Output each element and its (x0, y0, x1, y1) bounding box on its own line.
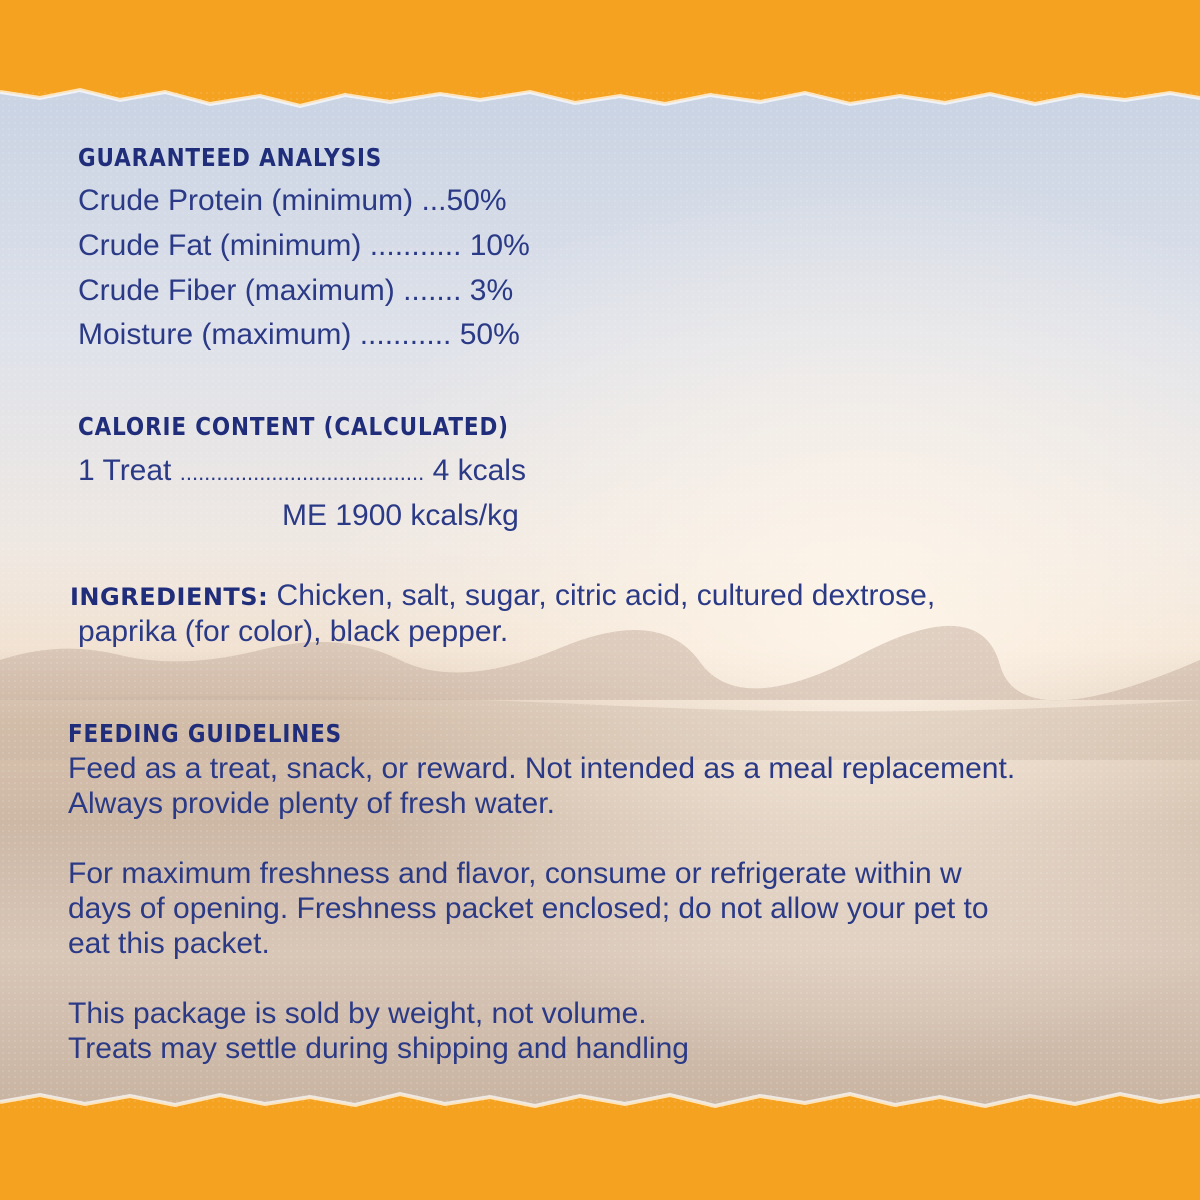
leader-dots: ........................................ (179, 460, 425, 485)
analysis-label: Crude Fiber (maximum) (78, 274, 395, 307)
calorie-content-heading: CALORIE CONTENT (CALCULATED) (78, 412, 509, 441)
feeding-text-line: days of opening. Freshness packet enclosed; do not allow your pet to (68, 892, 989, 925)
leader-dots: ........... (369, 229, 462, 262)
me-value: ME 1900 kcals/kg (282, 499, 519, 532)
ingredients-line-2: paprika (for color), black pepper. (78, 615, 509, 648)
analysis-value: 3% (469, 274, 514, 307)
treat-value: 4 kcals (432, 454, 526, 487)
leader-dots: ....... (403, 274, 462, 307)
guaranteed-analysis-heading: GUARANTEED ANALYSIS (78, 143, 383, 172)
analysis-row-fat (78, 231, 530, 261)
analysis-value: 10% (469, 229, 530, 262)
leader-dots: ........... (359, 318, 452, 351)
feeding-paragraph-1 (68, 751, 1015, 821)
analysis-label: Crude Fat (minimum) (78, 229, 362, 262)
analysis-value: 50% (459, 318, 520, 351)
feeding-paragraph-2 (68, 856, 989, 961)
analysis-label: Crude Protein (minimum) (78, 184, 414, 217)
analysis-row-protein (78, 186, 507, 216)
leader-dots: ... (421, 184, 447, 217)
feeding-text-line: Feed as a treat, snack, or reward. Not intended as a meal replacement. (68, 752, 1016, 785)
analysis-label: Moisture (maximum) (78, 318, 352, 351)
feeding-text-line: Always provide plenty of fresh water. (68, 787, 555, 820)
feeding-text-line: Treats may settle during shipping and handling (68, 1032, 689, 1065)
analysis-row-fiber (78, 276, 513, 306)
feeding-text-line: This package is sold by weight, not volume. (68, 997, 647, 1030)
feeding-text-line: eat this packet. (68, 927, 270, 960)
calorie-row-treat (78, 456, 526, 486)
feeding-paragraph-3 (68, 996, 689, 1066)
analysis-value: 50% (446, 184, 507, 217)
ingredients-label: INGREDIENTS: (70, 583, 269, 611)
ingredients-line-1 (70, 581, 935, 611)
feeding-guidelines-heading: FEEDING GUIDELINES (68, 719, 343, 748)
ingredients-text: Chicken, salt, sugar, citric acid, cultured dextrose, (276, 579, 936, 612)
treat-label: 1 Treat (78, 454, 172, 487)
feeding-text-line: For maximum freshness and flavor, consume or refrigerate within w (68, 857, 962, 890)
analysis-row-moisture (78, 320, 520, 350)
